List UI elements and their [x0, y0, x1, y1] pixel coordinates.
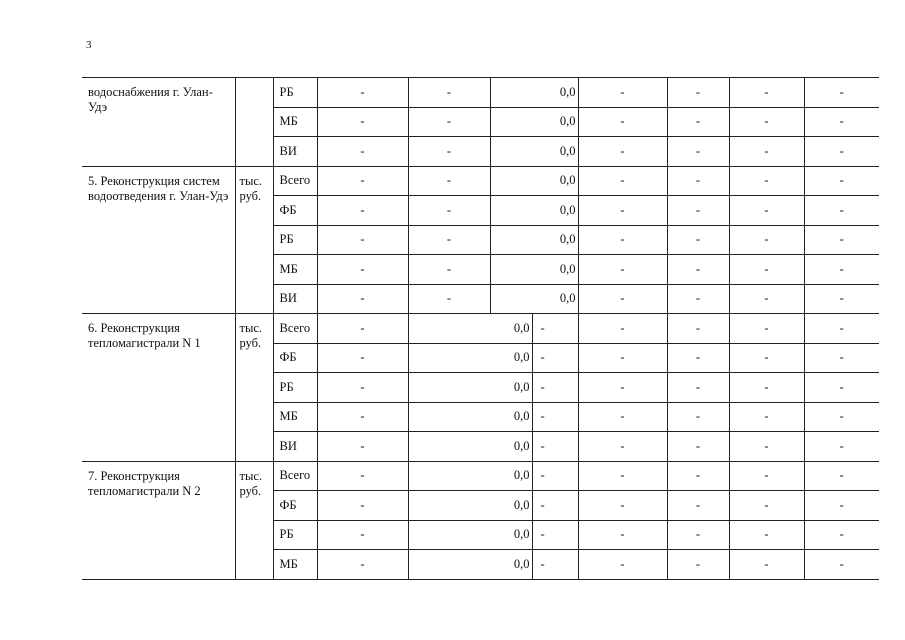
value-cell: -: [667, 461, 729, 491]
value-cell: -: [729, 491, 804, 521]
value-cell: -: [317, 107, 408, 137]
value-cell: -: [729, 314, 804, 344]
value-cell: -: [317, 196, 408, 226]
measure-unit: тыс. руб.: [235, 461, 273, 579]
value-cell: -: [578, 432, 667, 462]
funding-source: МБ: [273, 255, 317, 285]
value-cell: -: [578, 491, 667, 521]
value-cell: -: [317, 225, 408, 255]
value-cell: -: [408, 196, 490, 226]
value-cell: -: [408, 137, 490, 167]
value-cell: -: [317, 343, 408, 373]
value-cell: -: [804, 107, 879, 137]
value-cell: -: [804, 461, 879, 491]
value-cell: -: [667, 284, 729, 314]
value-cell: -: [317, 137, 408, 167]
value-cell: -: [532, 314, 578, 344]
funding-source: РБ: [273, 78, 317, 108]
value-cell: -: [532, 461, 578, 491]
value-cell: -: [667, 137, 729, 167]
value-cell: -: [578, 225, 667, 255]
table-row: [82, 78, 879, 108]
value-cell: -: [667, 78, 729, 108]
value-cell: -: [532, 402, 578, 432]
value-cell: 0,0: [490, 225, 578, 255]
value-cell: 0,0: [490, 107, 578, 137]
funding-source: Всего: [273, 166, 317, 196]
value-cell: -: [532, 373, 578, 403]
page-number: 3: [86, 39, 92, 51]
value-cell: -: [578, 343, 667, 373]
value-cell: 0,0: [490, 255, 578, 285]
value-cell: -: [804, 343, 879, 373]
value-cell: -: [729, 196, 804, 226]
measure-name: 6. Реконструкция тепломагистрали N 1: [82, 314, 235, 462]
value-cell: -: [317, 491, 408, 521]
value-cell: -: [729, 78, 804, 108]
value-cell: -: [667, 166, 729, 196]
value-cell: -: [667, 520, 729, 550]
value-cell: -: [532, 520, 578, 550]
funding-source: Всего: [273, 461, 317, 491]
value-cell: -: [532, 550, 578, 580]
value-cell: 0,0: [408, 373, 532, 403]
value-cell: -: [317, 550, 408, 580]
funding-source: МБ: [273, 402, 317, 432]
value-cell: -: [804, 373, 879, 403]
value-cell: -: [804, 314, 879, 344]
value-cell: -: [667, 373, 729, 403]
value-cell: -: [667, 343, 729, 373]
value-cell: -: [578, 550, 667, 580]
value-cell: 0,0: [490, 78, 578, 108]
value-cell: -: [804, 166, 879, 196]
value-cell: -: [804, 196, 879, 226]
value-cell: -: [729, 255, 804, 285]
value-cell: -: [408, 284, 490, 314]
value-cell: -: [408, 107, 490, 137]
value-cell: -: [804, 137, 879, 167]
value-cell: -: [317, 402, 408, 432]
value-cell: -: [804, 491, 879, 521]
value-cell: -: [804, 78, 879, 108]
value-cell: 0,0: [490, 196, 578, 226]
measure-name: 5. Реконструкция систем водоотведения г. Улан-Удэ: [82, 166, 235, 314]
value-cell: -: [578, 255, 667, 285]
value-cell: 0,0: [408, 402, 532, 432]
measure-name: 7. Реконструкция тепломагистрали N 2: [82, 461, 235, 579]
value-cell: -: [729, 107, 804, 137]
value-cell: -: [667, 402, 729, 432]
funding-source: РБ: [273, 225, 317, 255]
value-cell: 0,0: [408, 432, 532, 462]
value-cell: -: [317, 255, 408, 285]
value-cell: -: [317, 78, 408, 108]
value-cell: -: [729, 225, 804, 255]
value-cell: -: [408, 255, 490, 285]
value-cell: -: [408, 78, 490, 108]
measure-name: водоснабжения г. Улан-Удэ: [82, 78, 235, 167]
table-row: [82, 314, 879, 344]
value-cell: -: [317, 284, 408, 314]
value-cell: -: [667, 314, 729, 344]
funding-source: Всего: [273, 314, 317, 344]
measure-unit: тыс. руб.: [235, 314, 273, 462]
value-cell: -: [729, 284, 804, 314]
value-cell: -: [667, 255, 729, 285]
value-cell: -: [532, 491, 578, 521]
value-cell: -: [804, 225, 879, 255]
value-cell: -: [729, 461, 804, 491]
measure-unit: [235, 78, 273, 167]
value-cell: 0,0: [408, 520, 532, 550]
funding-source: ВИ: [273, 137, 317, 167]
value-cell: 0,0: [490, 166, 578, 196]
value-cell: -: [578, 314, 667, 344]
value-cell: -: [804, 550, 879, 580]
funding-source: РБ: [273, 520, 317, 550]
value-cell: 0,0: [408, 343, 532, 373]
value-cell: -: [729, 520, 804, 550]
funding-source: ВИ: [273, 432, 317, 462]
value-cell: -: [667, 225, 729, 255]
funding-source: РБ: [273, 373, 317, 403]
value-cell: -: [578, 402, 667, 432]
value-cell: -: [578, 196, 667, 226]
value-cell: -: [729, 550, 804, 580]
value-cell: 0,0: [490, 137, 578, 167]
value-cell: -: [317, 520, 408, 550]
value-cell: -: [578, 166, 667, 196]
value-cell: 0,0: [408, 314, 532, 344]
table-row: [82, 166, 879, 196]
value-cell: -: [729, 166, 804, 196]
value-cell: 0,0: [408, 491, 532, 521]
value-cell: -: [578, 107, 667, 137]
value-cell: 0,0: [408, 461, 532, 491]
value-cell: -: [804, 520, 879, 550]
value-cell: -: [729, 343, 804, 373]
funding-source: ВИ: [273, 284, 317, 314]
value-cell: -: [578, 461, 667, 491]
budget-table: [82, 77, 879, 580]
value-cell: -: [729, 137, 804, 167]
value-cell: -: [578, 137, 667, 167]
value-cell: -: [317, 166, 408, 196]
value-cell: -: [317, 432, 408, 462]
value-cell: -: [804, 432, 879, 462]
value-cell: -: [408, 225, 490, 255]
value-cell: -: [667, 491, 729, 521]
table-row: [82, 461, 879, 491]
value-cell: -: [532, 343, 578, 373]
value-cell: -: [578, 78, 667, 108]
value-cell: 0,0: [408, 550, 532, 580]
funding-source: ФБ: [273, 343, 317, 373]
value-cell: -: [317, 373, 408, 403]
value-cell: -: [578, 284, 667, 314]
value-cell: -: [729, 373, 804, 403]
value-cell: -: [804, 284, 879, 314]
measure-unit: тыс. руб.: [235, 166, 273, 314]
value-cell: -: [667, 107, 729, 137]
value-cell: -: [804, 402, 879, 432]
value-cell: -: [578, 373, 667, 403]
value-cell: -: [317, 314, 408, 344]
funding-source: ФБ: [273, 196, 317, 226]
funding-source: МБ: [273, 550, 317, 580]
value-cell: -: [667, 550, 729, 580]
value-cell: -: [667, 196, 729, 226]
value-cell: -: [729, 402, 804, 432]
value-cell: -: [729, 432, 804, 462]
value-cell: -: [408, 166, 490, 196]
value-cell: -: [532, 432, 578, 462]
value-cell: -: [804, 255, 879, 285]
funding-source: МБ: [273, 107, 317, 137]
value-cell: 0,0: [490, 284, 578, 314]
funding-source: ФБ: [273, 491, 317, 521]
value-cell: -: [667, 432, 729, 462]
value-cell: -: [317, 461, 408, 491]
value-cell: -: [578, 520, 667, 550]
